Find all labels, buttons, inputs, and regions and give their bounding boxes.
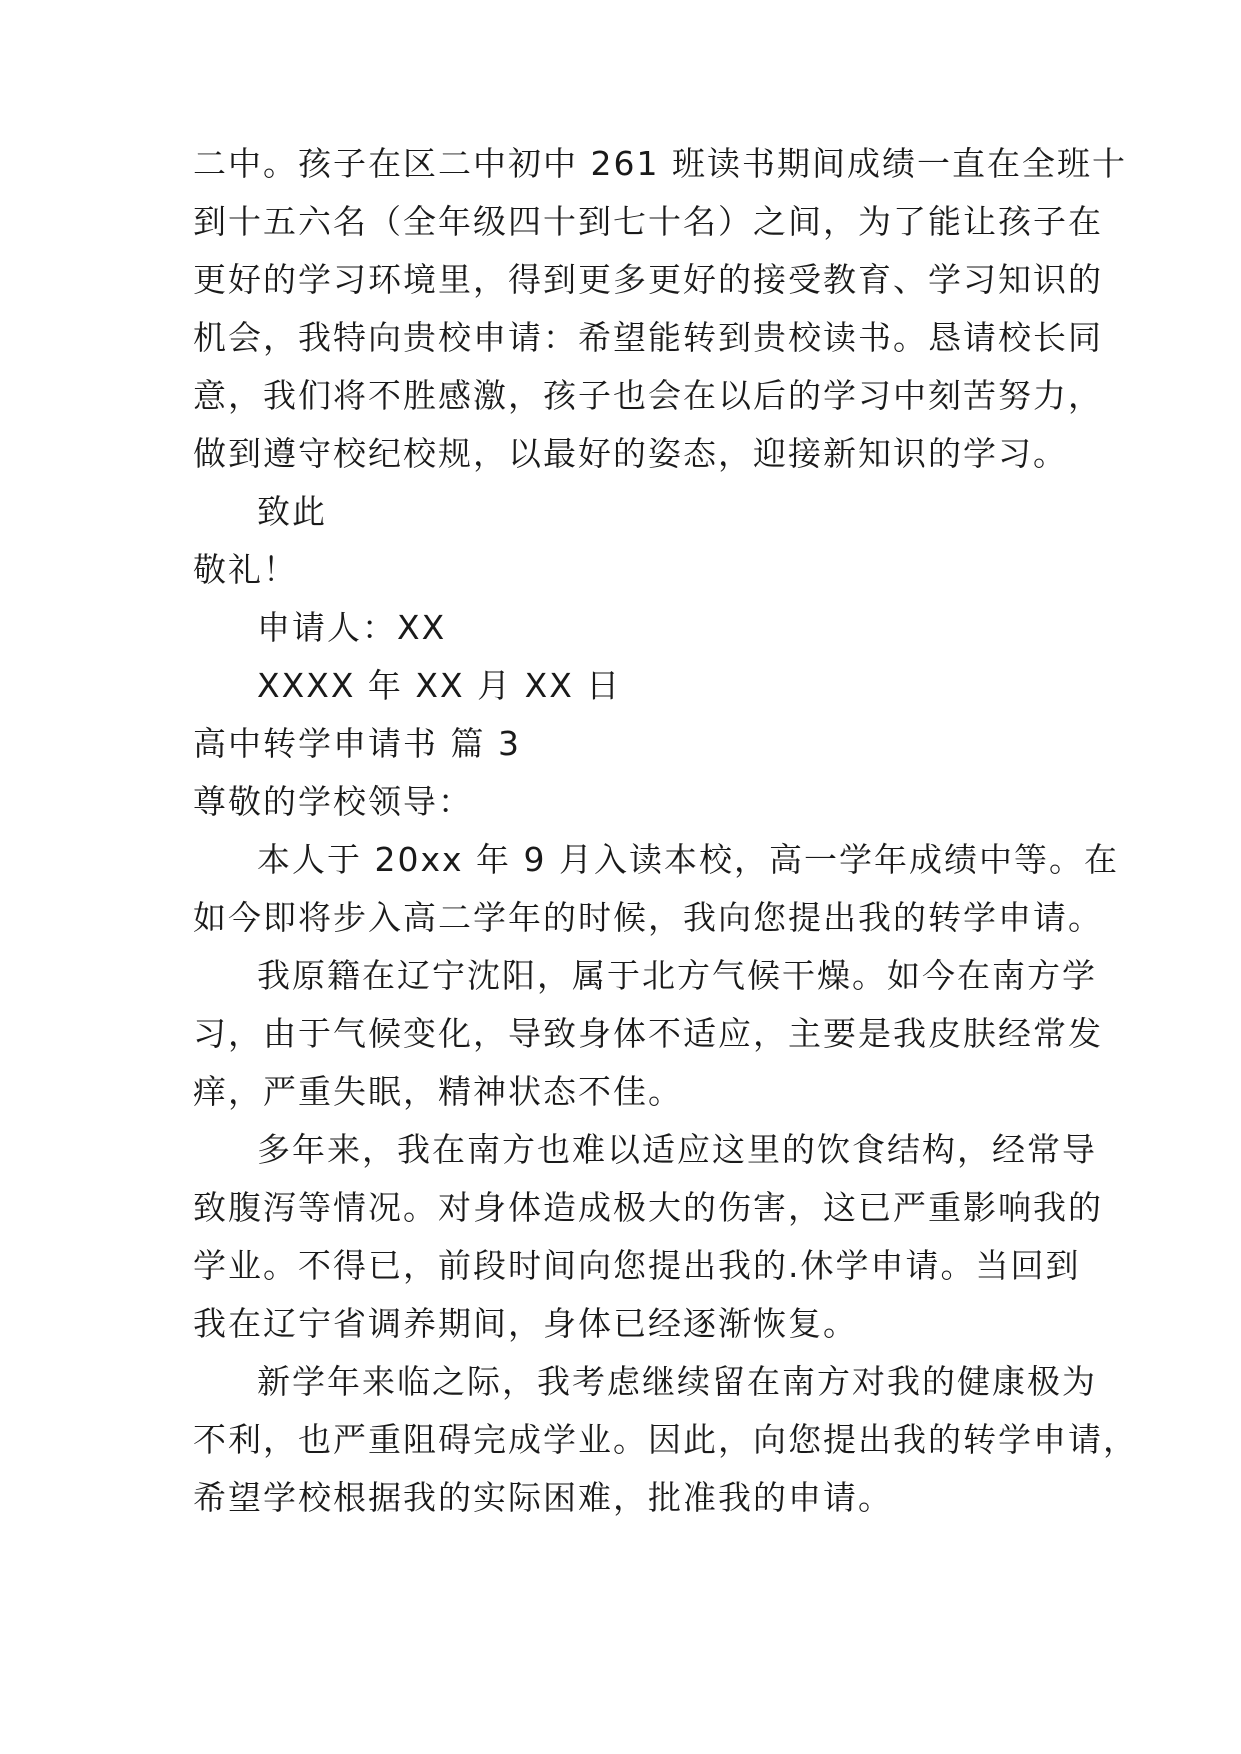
application-date: XXXX 年 XX 月 XX 日 (257, 666, 622, 705)
salutation: 尊敬的学校领导： (193, 782, 473, 821)
text-line: 学业。不得已，前段时间向您提出我的.休学申请。当回到 (193, 1246, 1081, 1285)
text-line: 到十五六名（全年级四十到七十名）之间，为了能让孩子在 (193, 202, 1103, 241)
text-line: 新学年来临之际，我考虑继续留在南方对我的健康极为 (257, 1362, 1097, 1401)
text-line: 不利，也严重阻碍完成学业。因此，向您提出我的转学申请， (193, 1420, 1138, 1459)
text-line: 致腹泻等情况。对身体造成极大的伤害，这已严重影响我的 (193, 1188, 1103, 1227)
text-line: 希望学校根据我的实际困难，批准我的申请。 (193, 1478, 893, 1517)
text-line: 意，我们将不胜感激，孩子也会在以后的学习中刻苦努力， (193, 376, 1103, 415)
section-title: 高中转学申请书 篇 3 (193, 724, 521, 763)
text-line: 多年来，我在南方也难以适应这里的饮食结构，经常导 (257, 1130, 1097, 1169)
text-line: 做到遵守校纪校规，以最好的姿态，迎接新知识的学习。 (193, 434, 1068, 473)
applicant-signature: 申请人：XX (257, 608, 447, 647)
text-line: 习，由于气候变化，导致身体不适应，主要是我皮肤经常发 (193, 1014, 1103, 1053)
text-line: 如今即将步入高二学年的时候，我向您提出我的转学申请。 (193, 898, 1103, 937)
text-line: 本人于 20xx 年 9 月入读本校，高一学年成绩中等。在 (257, 840, 1120, 879)
text-line: 痒，严重失眠，精神状态不佳。 (193, 1072, 683, 1111)
text-line: 我在辽宁省调养期间，身体已经逐渐恢复。 (193, 1304, 858, 1343)
text-line: 机会，我特向贵校申请：希望能转到贵校读书。恳请校长同 (193, 318, 1103, 357)
text-line: 我原籍在辽宁沈阳，属于北方气候干燥。如今在南方学 (257, 956, 1097, 995)
text-line: 更好的学习环境里，得到更多更好的接受教育、学习知识的 (193, 260, 1103, 299)
closing-zhici: 致此 (257, 492, 327, 531)
closing-jingli: 敬礼！ (193, 550, 298, 589)
text-line: 二中。孩子在区二中初中 261 班读书期间成绩一直在全班十 (193, 144, 1127, 183)
